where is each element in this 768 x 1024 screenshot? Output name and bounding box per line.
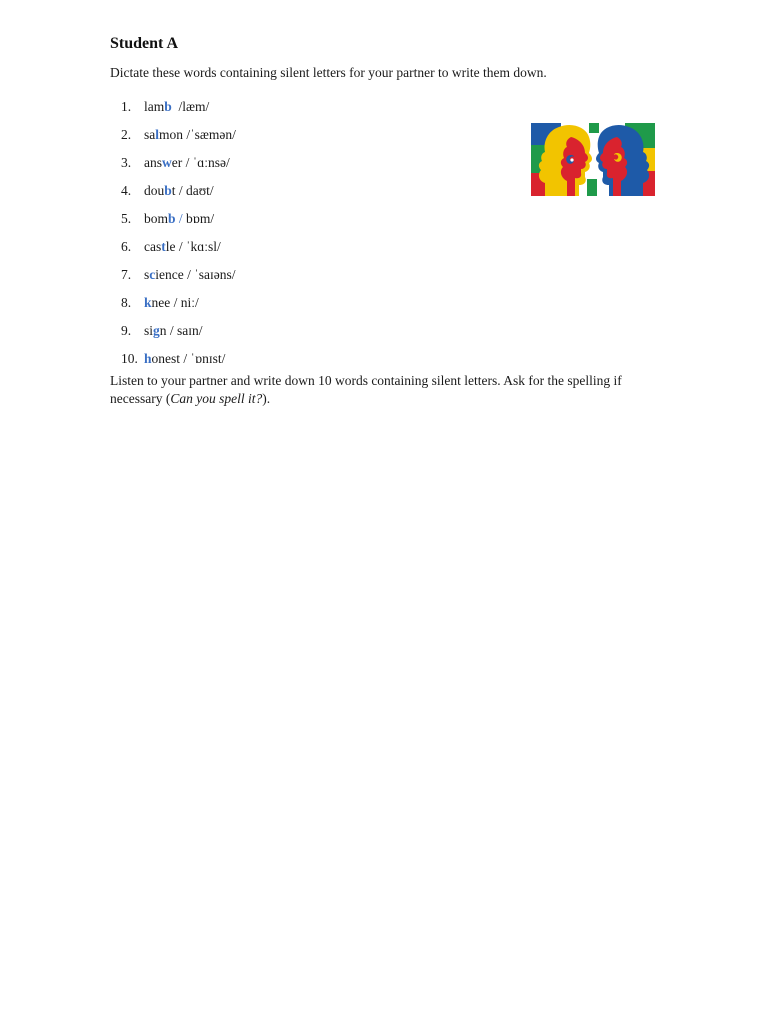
word-suffix: t <box>171 183 176 198</box>
word-entry <box>144 183 214 199</box>
list-item-number: 9. <box>121 323 132 338</box>
page-title: Student A <box>110 35 179 52</box>
outro-italic-question: Can you spell it? <box>170 391 263 406</box>
list-item-number: 4. <box>121 183 132 198</box>
list-item-number: 1. <box>121 99 132 114</box>
silent-letter: b <box>164 99 172 114</box>
word-suffix: mon <box>159 127 184 142</box>
phonetic-transcription: / ˈsaɪəns/ <box>183 267 236 282</box>
word-entry <box>144 211 214 227</box>
word-prefix: dou <box>144 183 165 198</box>
word-suffix: n <box>159 323 167 338</box>
phonetic-transcription: / bɒm/ <box>178 211 215 226</box>
european-day-of-languages-logo-icon <box>531 123 655 196</box>
word-prefix: sa <box>144 127 156 142</box>
list-item <box>110 149 236 177</box>
list-item-number: 7. <box>121 267 132 282</box>
list-item-number: 8. <box>121 295 132 310</box>
silent-letter: h <box>144 351 152 366</box>
instructions-intro: Dictate these words containing silent letters for your partner to write them down. <box>110 65 547 80</box>
phonetic-transcription: / ˈɑːnsə/ <box>182 155 230 170</box>
word-suffix: onest <box>151 351 181 366</box>
phonetic-transcription: / saɪn/ <box>166 323 203 338</box>
word-suffix: er <box>171 155 183 170</box>
phonetic-transcription: / daʊt/ <box>175 183 214 198</box>
word-entry <box>144 239 221 255</box>
silent-letter: b <box>164 183 172 198</box>
word-prefix: bom <box>144 211 169 226</box>
list-item <box>110 233 236 261</box>
list-item-number: 5. <box>121 211 132 226</box>
word-prefix: cas <box>144 239 162 254</box>
silent-letter: k <box>144 295 152 310</box>
list-item <box>110 345 236 373</box>
list-item-number: 2. <box>121 127 132 142</box>
silent-letter: w <box>162 155 172 170</box>
list-item <box>110 261 236 289</box>
word-entry <box>144 295 199 311</box>
word-entry <box>144 99 209 115</box>
list-item <box>110 177 236 205</box>
silent-letter: l <box>155 127 160 142</box>
list-item-number: 10. <box>121 351 138 366</box>
silent-letter: c <box>149 267 156 282</box>
phonetic-transcription: / ˈkɑːsl/ <box>175 239 221 254</box>
word-entry <box>144 323 203 339</box>
silent-letter: t <box>161 239 166 254</box>
list-item <box>110 317 236 345</box>
word-prefix: ans <box>144 155 162 170</box>
silent-letter: b <box>168 211 176 226</box>
word-entry <box>144 351 225 367</box>
word-suffix: nee <box>151 295 171 310</box>
silent-letter: g <box>153 323 160 338</box>
word-entry <box>144 267 236 283</box>
list-item-number: 6. <box>121 239 132 254</box>
outro-text: Listen to your partner and write down 10 words containing silent letters. Ask for the spelling if necessary ( <box>110 373 622 406</box>
list-item <box>110 121 236 149</box>
phonetic-transcription: /læm/ <box>171 99 210 114</box>
list-item <box>110 205 236 233</box>
outro-end: ). <box>262 391 271 406</box>
word-prefix: s <box>144 267 150 282</box>
list-item <box>110 289 236 317</box>
silent-letter-word-list <box>110 93 236 373</box>
word-entry <box>144 127 236 143</box>
word-prefix: lam <box>144 99 165 114</box>
phonetic-transcription: /ˈsæmən/ <box>183 127 236 142</box>
highlighted-slash: / <box>178 211 183 226</box>
instructions-outro <box>110 372 650 408</box>
word-entry <box>144 155 230 171</box>
word-suffix: ience <box>155 267 184 282</box>
phonetic-transcription: / niː/ <box>170 295 199 310</box>
list-item <box>110 93 236 121</box>
word-prefix: si <box>144 323 154 338</box>
phonetic-transcription: / ˈɒnɪst/ <box>180 351 226 366</box>
list-item-number: 3. <box>121 155 132 170</box>
word-suffix: le <box>165 239 176 254</box>
